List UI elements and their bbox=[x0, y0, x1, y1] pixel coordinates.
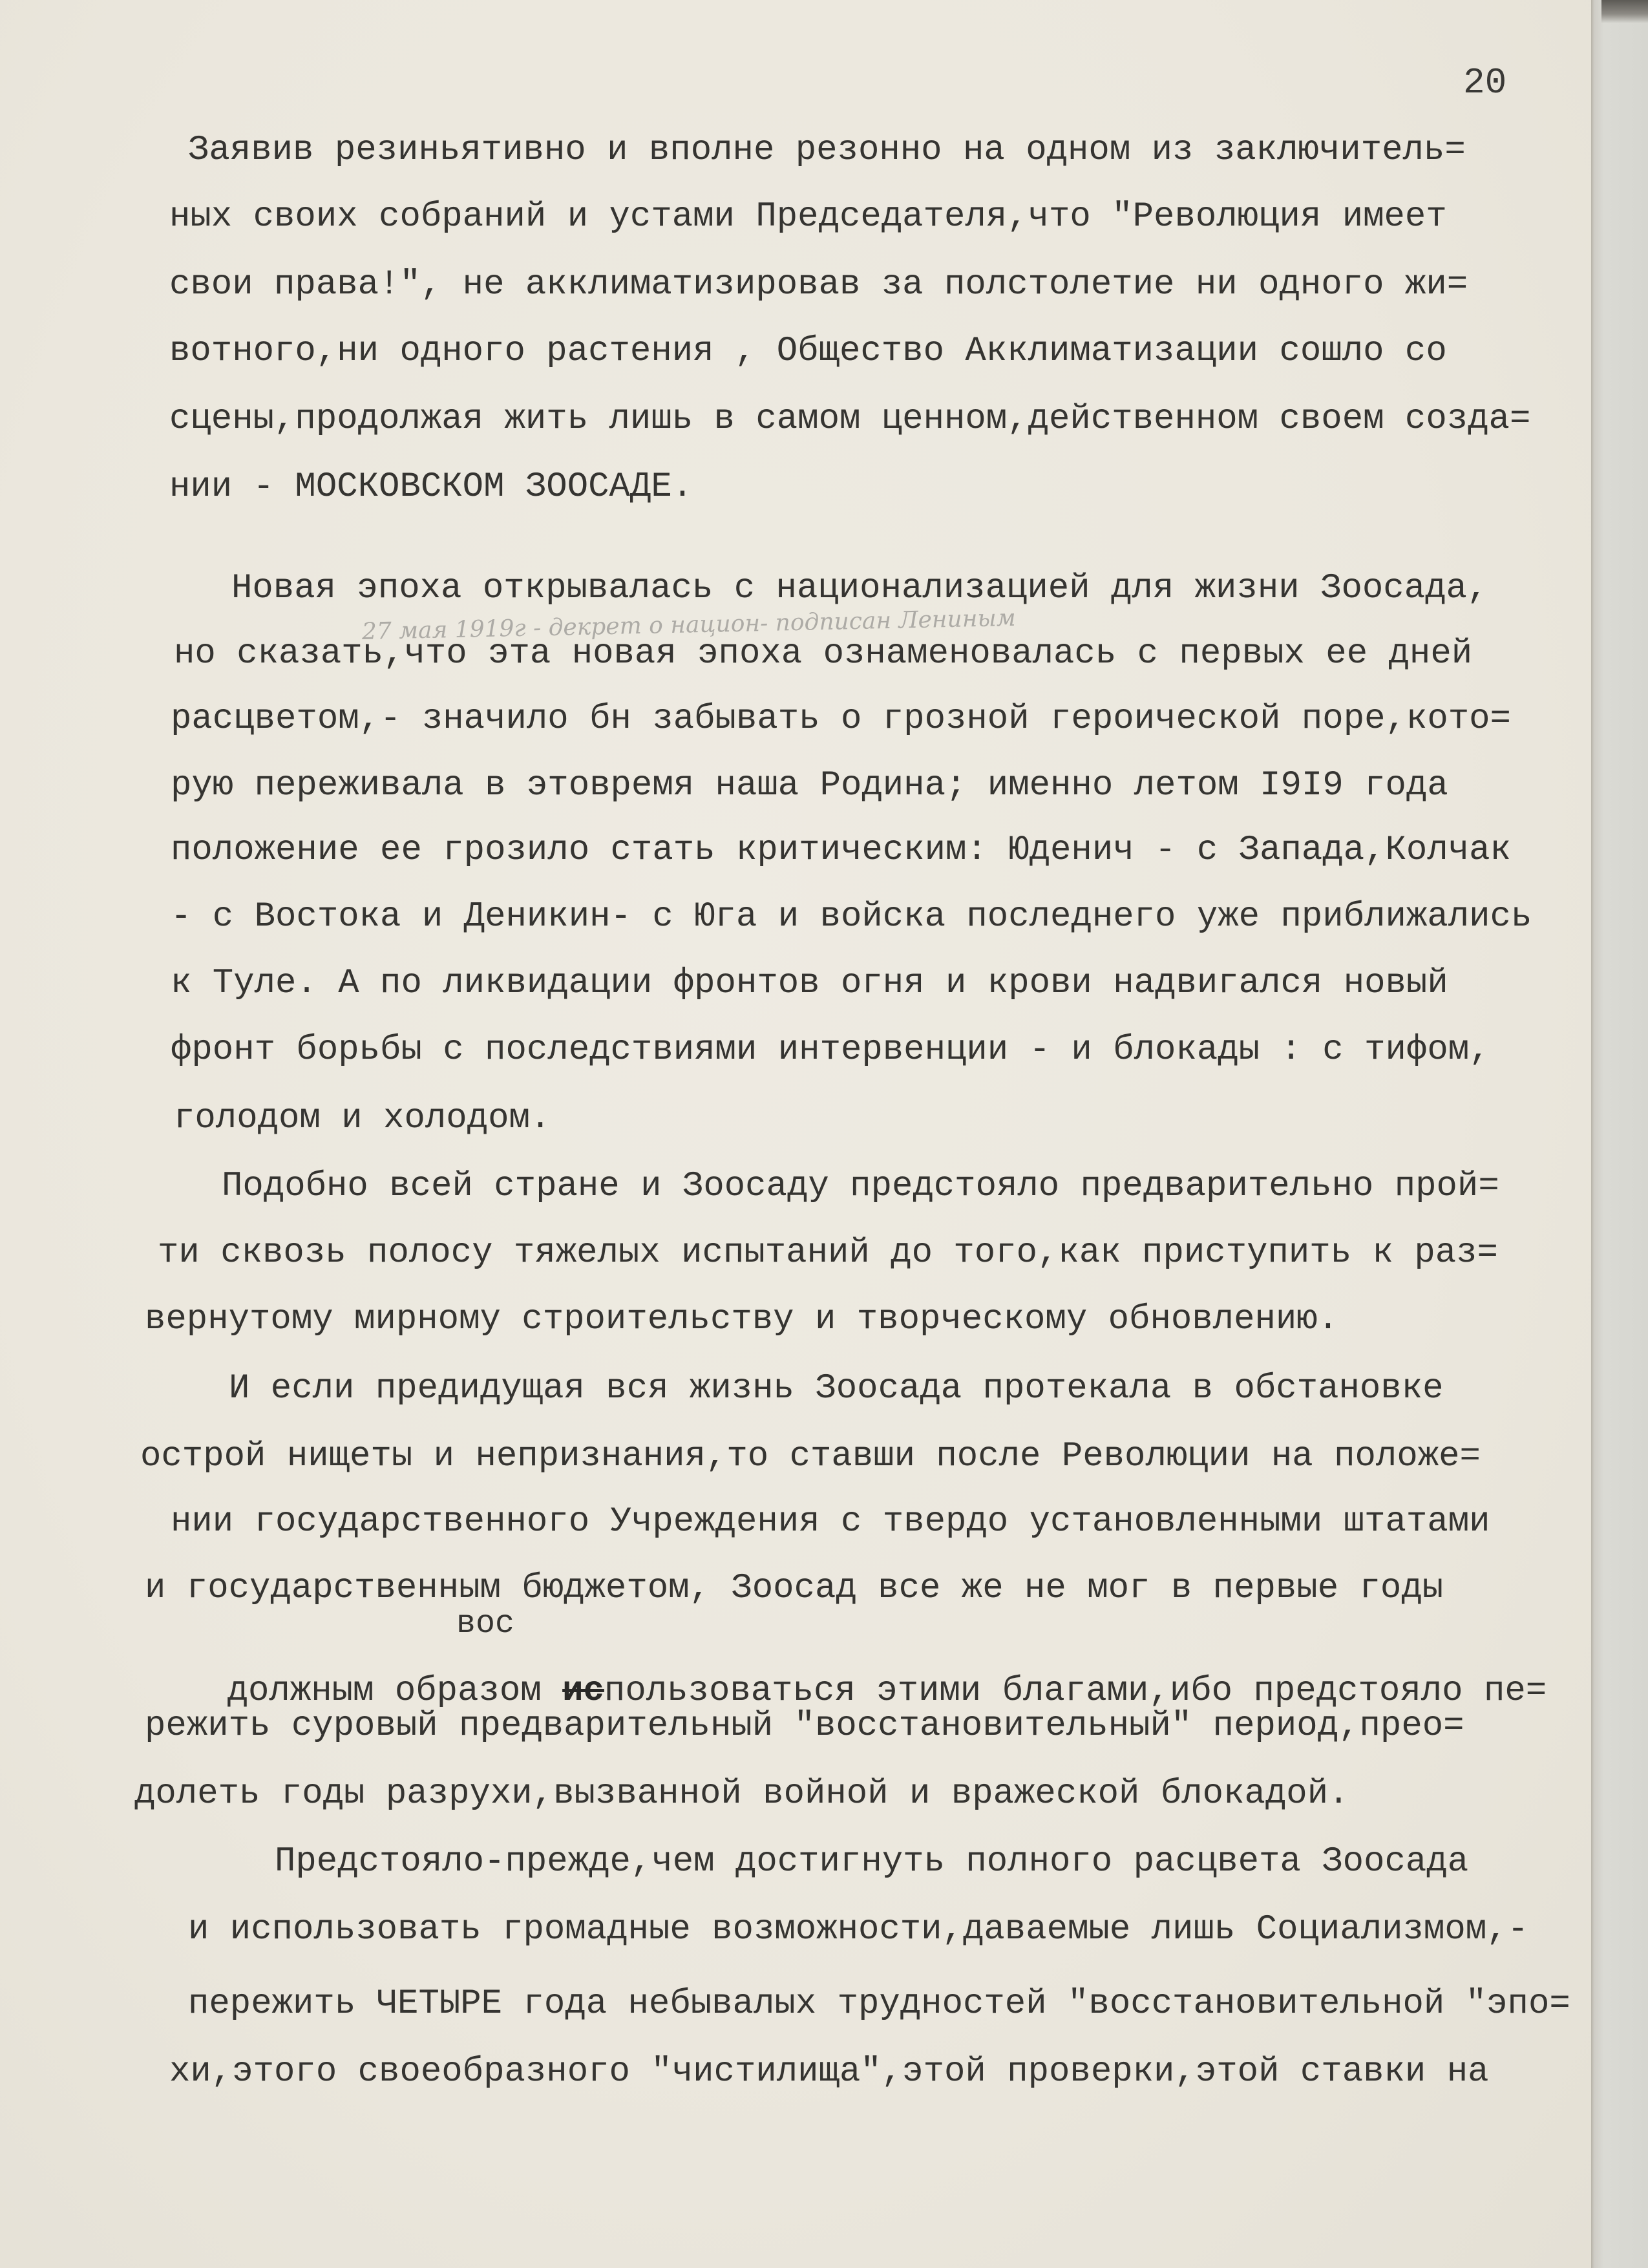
text-line: и государственным бюджетом, Зоосад все же не мог в первые годы bbox=[145, 1569, 1444, 1608]
text-line: хи,этого своеобразного "чистилища",этой проверки,этой ставки на bbox=[169, 2052, 1489, 2092]
text-line: голодом и холодом. bbox=[174, 1099, 551, 1138]
text-line: ных своих собраний и устами Председателя,что "Революция имеет bbox=[169, 197, 1447, 237]
text-line: ти сквозь полосу тяжелых испытаний до того,как приступить к раз= bbox=[158, 1233, 1498, 1273]
page-number: 20 bbox=[1463, 62, 1507, 103]
text-line: положение ее грозило стать критическим: Юденич - с Запада,Колчак bbox=[171, 831, 1511, 870]
text-segment: пользоваться этими благами,ибо предстояло пе= bbox=[604, 1671, 1547, 1711]
text-line: рую переживала в этовремя наша Родина; именно летом I9I9 года bbox=[171, 766, 1448, 805]
text-line: расцветом,- значило бн забывать о грозной героической поре,кото= bbox=[171, 699, 1511, 739]
text-line: острой нищеты и непризнания,то ставши после Революции на положе= bbox=[140, 1437, 1481, 1476]
text-line: к Туле. А по ликвидации фронтов огня и крови надвигался новый bbox=[171, 964, 1448, 1003]
text-line: нии - МОСКОВСКОМ ЗООСАДЕ. bbox=[169, 467, 693, 507]
text-line: Подобно всей стране и Зоосаду предстояло предварительно прой= bbox=[222, 1167, 1499, 1206]
text-line: - с Востока и Деникин- с Юга и войска последнего уже приближались bbox=[171, 897, 1532, 937]
text-line: свои права!", не акклиматизировав за полстолетие ни одного жи= bbox=[169, 265, 1468, 304]
text-line: режить суровый предварительный "восстановительный" период,прео= bbox=[145, 1706, 1464, 1746]
text-line: Новая эпоха открывалась с национализацией для жизни Зоосада, bbox=[231, 569, 1488, 608]
typed-insertion: вос bbox=[456, 1606, 515, 1642]
text-line: сцены,продолжая жить лишь в самом ценном,действенном своем созда= bbox=[169, 399, 1531, 439]
text-line: вернутому мирному строительству и творческому обновлению. bbox=[145, 1300, 1339, 1339]
corner-shadow bbox=[1601, 0, 1648, 23]
text-line: пережить ЧЕТЫРЕ года небывалых трудностей "восстановительной "эпо= bbox=[188, 1984, 1570, 2024]
text-segment: должным образом bbox=[227, 1671, 563, 1711]
struck-text: ис bbox=[562, 1671, 604, 1711]
text-line: долеть годы разрухи,вызванной войной и вражеской блокадой. bbox=[134, 1774, 1349, 1814]
text-line: вотного,ни одного растения , Общество Акклиматизации сошло со bbox=[169, 332, 1447, 371]
text-line: Заявив резиньятивно и вполне резонно на одном из заключитель= bbox=[188, 131, 1466, 170]
paper-edge bbox=[1591, 0, 1648, 2268]
text-line: И если предидущая вся жизнь Зоосада протекала в обстановке bbox=[229, 1369, 1444, 1408]
text-line: но сказать,что эта новая эпоха ознаменовалась с первых ее дней bbox=[174, 634, 1473, 673]
handwritten-annotation: 27 мая 1919г - декрет о национ- подписан Лениным bbox=[361, 604, 1016, 645]
text-line: нии государственного Учреждения с твердо установленными штатами bbox=[171, 1502, 1490, 1542]
text-line: и использовать громадные возможности,даваемые лишь Социализмом,- bbox=[188, 1910, 1528, 1949]
text-line: Предстояло-прежде,чем достигнуть полного расцвета Зоосада bbox=[275, 1842, 1469, 1881]
text-line: фронт борьбы с последствиями интервенции - и блокады : с тифом, bbox=[171, 1030, 1490, 1070]
